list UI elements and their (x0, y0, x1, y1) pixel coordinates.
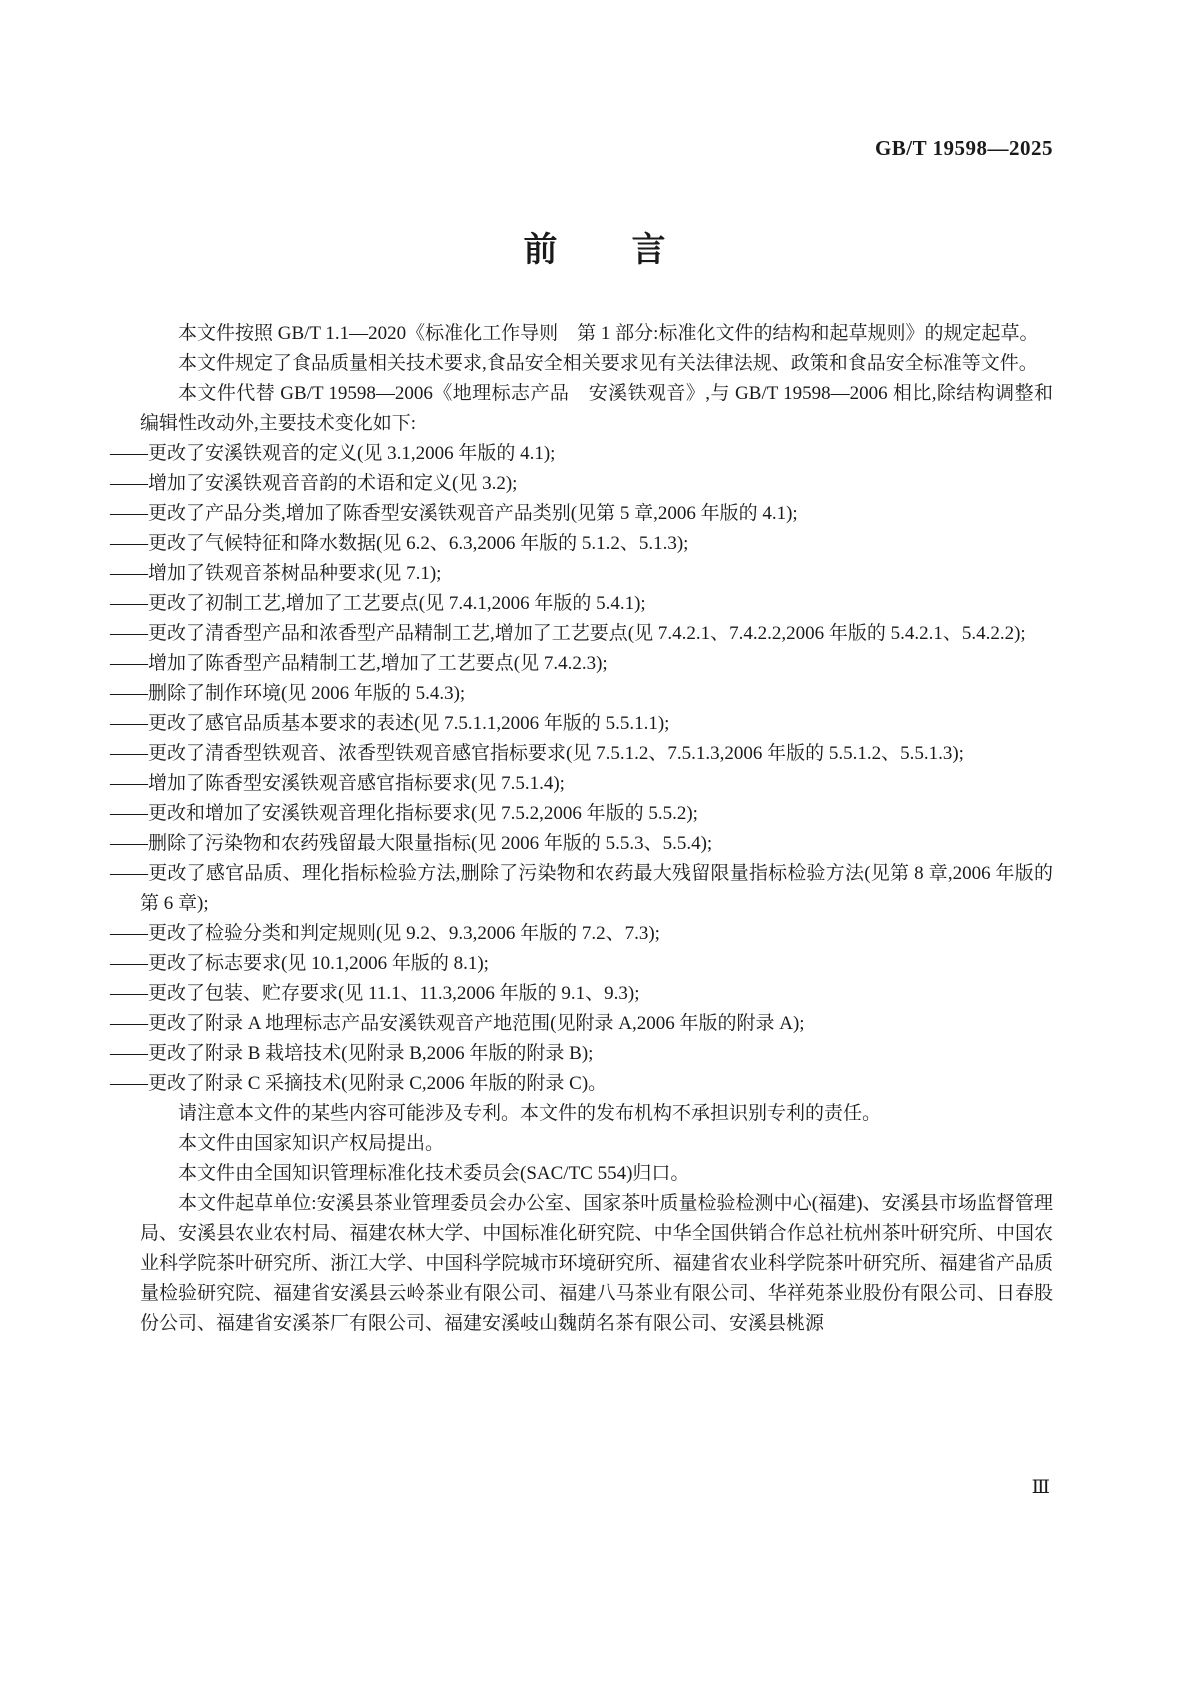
paragraph: 本文件由国家知识产权局提出。 (178, 1133, 445, 1154)
paragraph: 本文件按照 GB/T 1.1—2020《标准化工作导则 第 1 部分:标准化文件的结构和起草规则》的规定起草。 (178, 323, 1039, 344)
paragraph: 本文件规定了食品质量相关技术要求,食品安全相关要求见有关法律法规、政策和食品安全标准等文件。 (178, 353, 1038, 374)
paragraph: 本文件代替 GB/T 19598—2006《地理标志产品 安溪铁观音》,与 GB/T 19598—2006 相比,除结构调整和编辑性改动外,主要技术变化如下: (140, 383, 1053, 434)
page-number: Ⅲ (1031, 1477, 1051, 1498)
change-list-item: ——更改了初制工艺,增加了工艺要点(见 7.4.1,2006 年版的 5.4.1); (110, 593, 646, 614)
change-list-item: ——更改了气候特征和降水数据(见 6.2、6.3,2006 年版的 5.1.2、5.1.3); (110, 533, 689, 554)
standard-doc-number: GB/T 19598—2025 (874, 136, 1053, 160)
foreword-title: 前 言 (523, 232, 668, 269)
change-list-item: ——更改了清香型产品和浓香型产品精制工艺,增加了工艺要点(见 7.4.2.1、7.4.2.2,2006 年版的 5.4.2.1、5.4.2.2); (110, 623, 1026, 644)
change-list-item: ——增加了陈香型产品精制工艺,增加了工艺要点(见 7.4.2.3); (110, 653, 608, 674)
change-list-item: ——增加了安溪铁观音音韵的术语和定义(见 3.2); (110, 473, 518, 494)
change-list-item: ——删除了污染物和农药残留最大限量指标(见 2006 年版的 5.5.3、5.5.4); (110, 833, 713, 854)
change-list-item: ——增加了铁观音茶树品种要求(见 7.1); (110, 563, 442, 584)
change-list-item: ——更改了附录 B 栽培技术(见附录 B,2006 年版的附录 B); (110, 1043, 594, 1064)
change-list-item: ——更改了包装、贮存要求(见 11.1、11.3,2006 年版的 9.1、9.3); (110, 983, 640, 1004)
change-list-item: ——增加了陈香型安溪铁观音感官指标要求(见 7.5.1.4); (110, 773, 565, 794)
change-list-item: ——更改了清香型铁观音、浓香型铁观音感官指标要求(见 7.5.1.2、7.5.1.3,2006 年版的 5.5.1.2、5.5.1.3); (110, 743, 964, 764)
paragraph: 请注意本文件的某些内容可能涉及专利。本文件的发布机构不承担识别专利的责任。 (178, 1103, 882, 1124)
change-list-item: ——删除了制作环境(见 2006 年版的 5.4.3); (110, 683, 466, 704)
change-list-item: ——更改了感官品质基本要求的表述(见 7.5.1.1,2006 年版的 5.5.1.1); (110, 713, 670, 734)
paragraph: 本文件由全国知识管理标准化技术委员会(SAC/TC 554)归口。 (178, 1163, 690, 1184)
change-list-item: ——更改了产品分类,增加了陈香型安溪铁观音产品类别(见第 5 章,2006 年版的 4.1); (110, 503, 798, 524)
change-list-item: ——更改了检验分类和判定规则(见 9.2、9.3,2006 年版的 7.2、7.3); (110, 923, 660, 944)
document-body (110, 319, 1053, 1339)
change-list-item: ——更改了附录 A 地理标志产品安溪铁观音产地范围(见附录 A,2006 年版的附录 A); (110, 1013, 805, 1034)
change-list-item: ——更改了附录 C 采摘技术(见附录 C,2006 年版的附录 C)。 (110, 1073, 608, 1094)
change-list-item: ——更改了感官品质、理化指标检验方法,删除了污染物和农药最大残留限量指标检验方法(见第 8 章,2006 年版的第 6 章); (110, 863, 1053, 914)
change-list-item: ——更改和增加了安溪铁观音理化指标要求(见 7.5.2,2006 年版的 5.5.2); (110, 803, 698, 824)
paragraph: 本文件起草单位:安溪县茶业管理委员会办公室、国家茶叶质量检验检测中心(福建)、安溪县市场监督管理局、安溪县农业农村局、福建农林大学、中国标准化研究院、中华全国供销合作总社杭州茶叶研究所、中国农业科学院茶叶研究所、浙江大学、中国科学院城市环境研究所、福建省农业科学院茶叶研究所、福建省产品质量检验研究院、福建省安溪县云岭茶业有限公司、福建八马茶业有限公司、华祥苑茶业股份有限公司、日春股份公司、福建省安溪茶厂有限公司、福建安溪岐山魏荫名茶有限公司、安溪县桃源 (140, 1193, 1053, 1334)
change-list-item: ——更改了安溪铁观音的定义(见 3.1,2006 年版的 4.1); (110, 443, 556, 464)
change-list-item: ——更改了标志要求(见 10.1,2006 年版的 8.1); (110, 953, 489, 974)
